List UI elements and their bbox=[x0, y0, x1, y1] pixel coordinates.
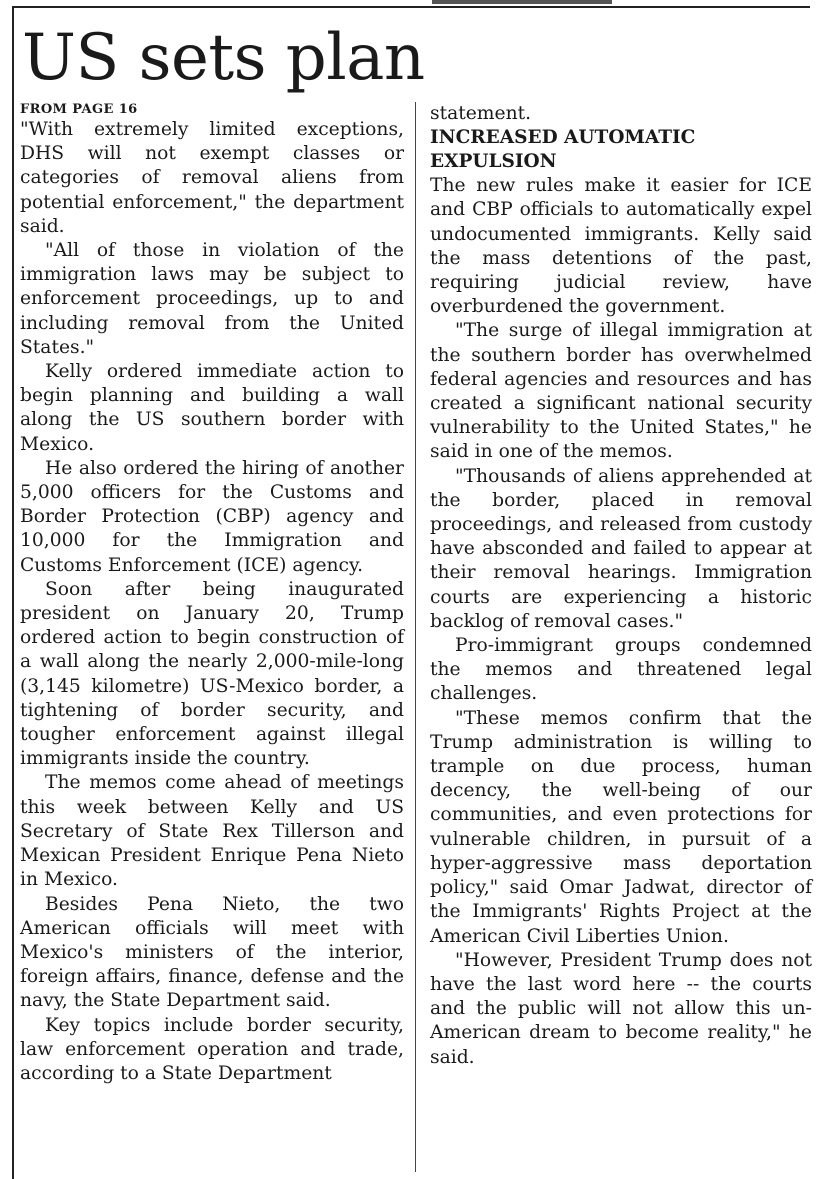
paragraph: "All of those in violation of the immigration laws may be subject to enforcement proceedings, up to and including removal from the United States." bbox=[20, 240, 404, 358]
paragraph: "Thousands of aliens apprehended at the border, placed in removal proceedings, and released from custody have absconded and failed to appear at their removal hearings. Immigration courts are experiencing a historic backlog of removal cases." bbox=[430, 465, 812, 632]
article-column-right bbox=[430, 102, 812, 1070]
top-rule bbox=[12, 6, 810, 8]
subhead-line: INCREASED AUTOMATIC bbox=[430, 127, 696, 149]
headline: US sets plan bbox=[22, 21, 425, 95]
column-divider bbox=[415, 102, 416, 1172]
paragraph: "These memos confirm that the Trump administration is willing to trample on due process, human decency, the well-being of our communities, and even protections for vulnerable children, in pursuit of a hyper-aggressive mass deportation policy," said Omar Jadwat, director of the Immigrants' Rights Project at the American Civil Liberties Union. bbox=[430, 707, 812, 947]
article-column-left bbox=[20, 102, 404, 1086]
paragraph: "However, President Trump does not have the last word here -- the courts and the public will not allow this un-American dream to become reality," he said. bbox=[430, 949, 812, 1068]
top-rule-accent bbox=[432, 0, 612, 4]
left-rule bbox=[12, 6, 14, 1179]
subhead-line: EXPULSION bbox=[430, 151, 557, 173]
paragraph: Key topics include border security, law enforcement operation and trade, according to a State Department bbox=[20, 1014, 404, 1084]
paragraph: He also ordered the hiring of another 5,000 officers for the Customs and Border Protection (CBP) agency and 10,000 for the Immigration and Customs Enforcement (ICE) agency. bbox=[20, 457, 404, 576]
paragraph: Pro-immigrant groups condemned the memos and threatened legal challenges. bbox=[430, 635, 812, 705]
paragraph: The new rules make it easier for ICE and CBP officials to automatically expel undocumented immigrants. Kelly said the mass detentions of the past, requiring judicial review, have overburdened the government. bbox=[430, 175, 812, 318]
paragraph: Soon after being inaugurated president on January 20, Trump ordered action to begin construction of a wall along the nearly 2,000-mile-long (3,145 kilometre) US-Mexico border, a tightening of border security, and tougher enforcement against illegal immigrants inside the country. bbox=[20, 578, 404, 770]
paragraph-continuation: statement. bbox=[430, 103, 532, 124]
paragraph: "With extremely limited exceptions, DHS will not exempt classes or categories of removal aliens from potential enforcement," the department said. bbox=[20, 119, 404, 237]
paragraph: Besides Pena Nieto, the two American officials will meet with Mexico's ministers of the interior, foreign affairs, finance, defense and the navy, the State Department said. bbox=[20, 893, 404, 1012]
jump-label: FROM PAGE 16 bbox=[20, 102, 138, 117]
paragraph: "The surge of illegal immigration at the southern border has overwhelmed federal agencies and resources and has created a significant national security vulnerability to the United States," he said in one of the memos. bbox=[430, 320, 812, 463]
paragraph: Kelly ordered immediate action to begin planning and building a wall along the US southern border with Mexico. bbox=[20, 361, 404, 455]
paragraph: The memos come ahead of meetings this week between Kelly and US Secretary of State Rex Tillerson and Mexican President Enrique Pena Nieto in Mexico. bbox=[20, 772, 404, 891]
